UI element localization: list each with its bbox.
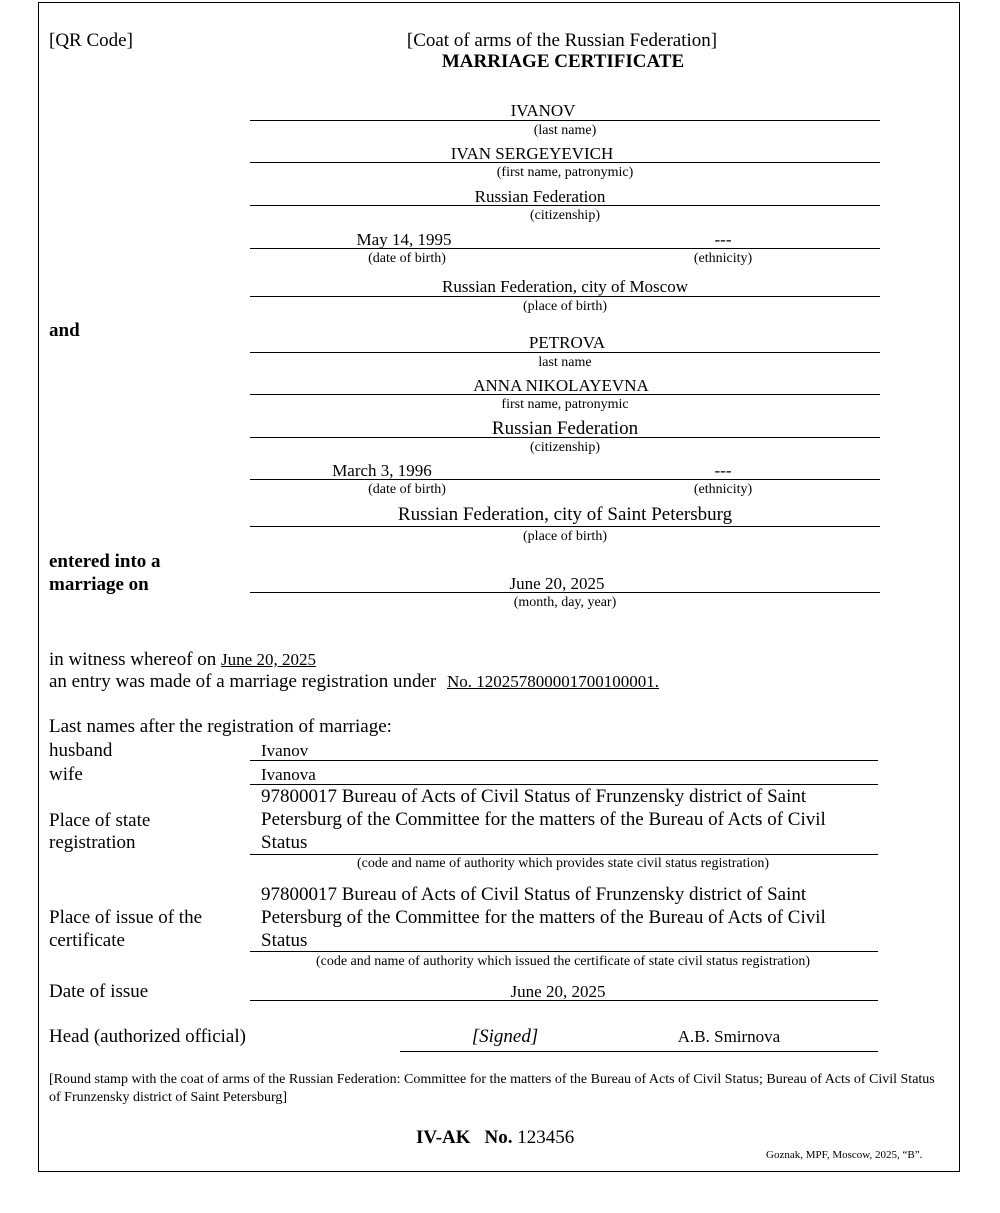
registration-place-label-line1: Place of state	[49, 810, 151, 831]
spouse2-citizenship: Russian Federation	[491, 418, 639, 439]
field-underline	[250, 394, 880, 395]
issue-date-value: June 20, 2025	[510, 982, 606, 1001]
spouse2-place-of-birth: Russian Federation, city of Saint Petersburg	[397, 504, 733, 525]
spouse1-last-name: IVANOV	[510, 101, 576, 120]
issue-date-label: Date of issue	[49, 981, 149, 1002]
registration-number: No. 120257800001700100001.	[446, 672, 660, 691]
witness-prefix: in witness whereof on	[49, 649, 222, 670]
issue-place-value: 97800017 Bureau of Acts of Civil Status of Frunzensky district of Saint Petersburg of the Committee for the matters of the Bureau of Acts of Civil Status	[261, 884, 826, 951]
coat-of-arms-placeholder: [Coat of arms of the Russian Federation]	[406, 30, 718, 51]
marriage-label-line1: entered into a	[49, 551, 161, 572]
caption: (ethnicity)	[693, 482, 753, 497]
caption: (first name, patronymic)	[496, 165, 634, 180]
registration-place-value: 97800017 Bureau of Acts of Civil Status of Frunzensky district of Saint Petersburg of the Committee for the matters of the Bureau of Acts of Civil Status	[261, 786, 826, 853]
witness-date: June 20, 2025	[221, 650, 316, 669]
field-underline	[250, 479, 880, 480]
caption: first name, patronymic	[501, 397, 629, 412]
wife-label: wife	[49, 764, 83, 785]
caption: (ethnicity)	[693, 251, 753, 266]
entry-prefix: an entry was made of a marriage registration under	[49, 671, 441, 692]
and-label: and	[49, 320, 80, 341]
spouse1-date-of-birth: May 14, 1995	[356, 230, 452, 249]
field-underline	[250, 437, 880, 438]
issue-place-label-line2: certificate	[49, 930, 125, 951]
head-name: A.B. Smirnova	[677, 1027, 781, 1046]
spouse2-date-of-birth: March 3, 1996	[332, 461, 432, 480]
number-label: No.	[484, 1127, 513, 1148]
serial-number	[416, 1128, 574, 1147]
caption: (date of birth)	[368, 482, 446, 497]
spouse2-ethnicity: ---	[714, 461, 732, 480]
caption: (place of birth)	[523, 299, 607, 314]
wife-last-name: Ivanova	[261, 765, 316, 784]
husband-label: husband	[49, 740, 113, 761]
field-underline	[250, 1000, 878, 1001]
head-label: Head (authorized official)	[49, 1026, 246, 1047]
caption: (citizenship)	[530, 208, 600, 223]
caption: (citizenship)	[530, 440, 600, 455]
qr-code-placeholder: [QR Code]	[49, 30, 133, 51]
caption: (place of birth)	[523, 529, 607, 544]
field-underline	[250, 592, 880, 593]
field-underline	[250, 951, 878, 952]
spouse2-first-name-patronymic: ANNA NIKOLAYEVNA	[473, 376, 649, 395]
caption: (code and name of authority which issued the certificate of state civil status registration)	[315, 954, 811, 969]
field-underline	[250, 162, 880, 163]
registration-place-label-line2: registration	[49, 832, 136, 853]
marriage-date: June 20, 2025	[509, 574, 605, 593]
caption: (month, day, year)	[513, 595, 617, 610]
field-underline	[400, 1051, 878, 1052]
field-underline	[250, 205, 880, 206]
field-underline	[250, 526, 880, 527]
husband-last-name: Ivanov	[261, 741, 309, 760]
stamp-note: [Round stamp with the coat of arms of the Russian Federation: Committee for the matters of the Bureau of Acts of Civil Status; Bureau of Acts of Civil Status of Frunzensky district of Saint Petersburg]	[49, 1072, 935, 1105]
head-signature: [Signed]	[471, 1026, 539, 1047]
caption: last name	[538, 355, 592, 370]
spouse1-first-name-patronymic: IVAN SERGEYEVICH	[450, 144, 614, 163]
serial-number-value: 123456	[517, 1127, 575, 1148]
field-underline	[250, 760, 878, 761]
spouse1-citizenship: Russian Federation	[474, 187, 606, 206]
spouse2-last-name: PETROVA	[528, 333, 606, 352]
entry-line	[49, 672, 671, 691]
caption: (last name)	[533, 123, 597, 138]
certificate-title: MARRIAGE CERTIFICATE	[441, 51, 685, 72]
field-underline	[250, 120, 880, 121]
printer-note: Goznak, MPF, Moscow, 2025, “B”.	[766, 1149, 923, 1161]
field-underline	[250, 854, 878, 855]
field-underline	[250, 248, 880, 249]
series-label: IV-AK	[416, 1127, 471, 1148]
caption: (code and name of authority which provides state civil status registration)	[356, 856, 770, 871]
witness-line	[49, 650, 328, 669]
field-underline	[250, 296, 880, 297]
field-underline	[250, 352, 880, 353]
issue-place-label-line1: Place of issue of the	[49, 907, 203, 928]
caption: (date of birth)	[368, 251, 446, 266]
spouse1-ethnicity: ---	[714, 230, 732, 249]
spouse1-place-of-birth: Russian Federation, city of Moscow	[442, 277, 688, 296]
last-names-heading: Last names after the registration of marriage:	[49, 716, 392, 737]
marriage-label-line2: marriage on	[49, 574, 149, 595]
